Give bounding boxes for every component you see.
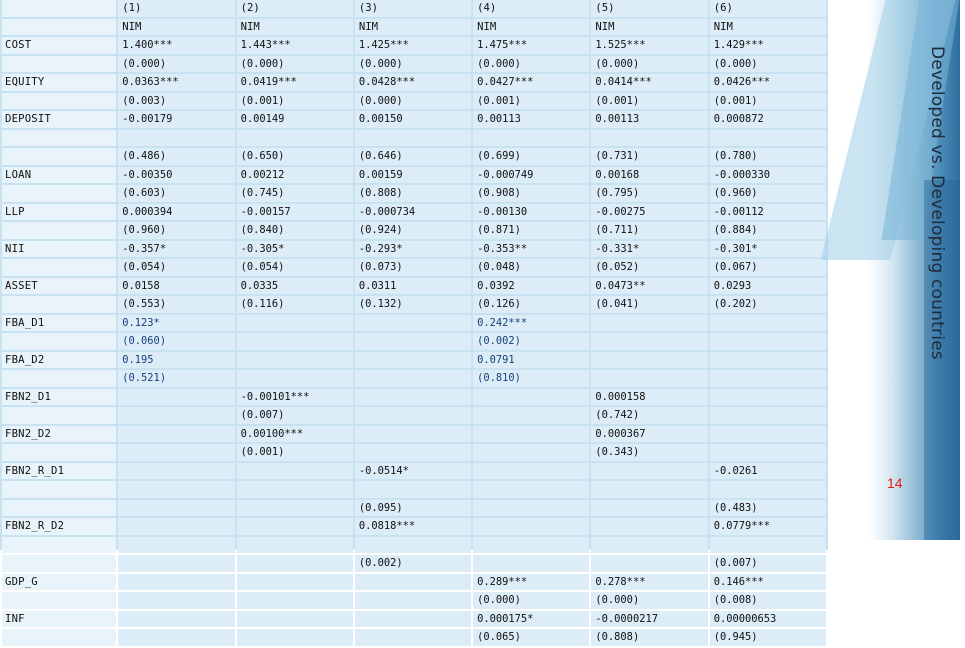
coefficient-cell: (0.003) xyxy=(118,93,234,110)
variable-name-cell xyxy=(2,259,116,276)
dependent-variable-cell: NIM xyxy=(118,19,234,36)
coefficient-cell: (0.001) xyxy=(710,93,826,110)
coefficient-cell xyxy=(237,574,353,591)
page-number: 14 xyxy=(887,475,903,491)
coefficient-cell xyxy=(355,574,471,591)
coefficient-cell xyxy=(355,611,471,628)
coefficient-cell: (0.067) xyxy=(710,259,826,276)
table-row xyxy=(2,0,826,17)
coefficient-cell: -0.353** xyxy=(473,241,589,258)
coefficient-cell xyxy=(710,481,826,498)
variable-name-cell xyxy=(2,537,116,554)
variable-name-cell: GDP_G xyxy=(2,574,116,591)
table-row xyxy=(2,37,826,54)
coefficient-cell xyxy=(473,500,589,517)
coefficient-cell xyxy=(710,315,826,332)
variable-name-cell xyxy=(2,500,116,517)
coefficient-cell: 0.0428*** xyxy=(355,74,471,91)
table-row xyxy=(2,130,826,147)
coefficient-cell xyxy=(118,537,234,554)
coefficient-cell: 0.0426*** xyxy=(710,74,826,91)
coefficient-cell: -0.0000217 xyxy=(591,611,707,628)
variable-name-cell: LLP xyxy=(2,204,116,221)
coefficient-cell: (0.095) xyxy=(355,500,471,517)
variable-name-cell xyxy=(2,0,116,17)
coefficient-cell: 0.0293 xyxy=(710,278,826,295)
variable-name-cell xyxy=(2,185,116,202)
coefficient-cell xyxy=(473,407,589,424)
coefficient-cell: (0.052) xyxy=(591,259,707,276)
coefficient-cell: (0.054) xyxy=(237,259,353,276)
coefficient-cell: 0.0473** xyxy=(591,278,707,295)
coefficient-cell: (0.048) xyxy=(473,259,589,276)
coefficient-cell: 0.000394 xyxy=(118,204,234,221)
coefficient-cell: 0.123* xyxy=(118,315,234,332)
coefficient-cell: -0.0514* xyxy=(355,463,471,480)
coefficient-cell: (0.486) xyxy=(118,148,234,165)
coefficient-cell xyxy=(591,333,707,350)
coefficient-cell: -0.00101*** xyxy=(237,389,353,406)
variable-name-cell: EQUITY xyxy=(2,74,116,91)
coefficient-cell: (0.840) xyxy=(237,222,353,239)
coefficient-cell: 0.0419*** xyxy=(237,74,353,91)
table-row xyxy=(2,611,826,628)
table-row xyxy=(2,426,826,443)
coefficient-cell: (0.132) xyxy=(355,296,471,313)
variable-name-cell: DEPOSIT xyxy=(2,111,116,128)
table-row xyxy=(2,389,826,406)
coefficient-cell: (0.553) xyxy=(118,296,234,313)
coefficient-cell xyxy=(591,370,707,387)
dependent-variable-cell: NIM xyxy=(591,19,707,36)
table-row xyxy=(2,185,826,202)
dependent-variable-cell: NIM xyxy=(710,19,826,36)
coefficient-cell xyxy=(591,481,707,498)
coefficient-cell: (0.945) xyxy=(710,629,826,646)
coefficient-cell xyxy=(473,537,589,554)
coefficient-cell: 0.278*** xyxy=(591,574,707,591)
coefficient-cell: -0.331* xyxy=(591,241,707,258)
coefficient-cell: (0.007) xyxy=(237,407,353,424)
variable-name-cell xyxy=(2,592,116,609)
coefficient-cell xyxy=(118,407,234,424)
table-row xyxy=(2,222,826,239)
coefficient-cell: (0.126) xyxy=(473,296,589,313)
coefficient-cell xyxy=(237,130,353,147)
coefficient-cell: -0.00179 xyxy=(118,111,234,128)
variable-name-cell xyxy=(2,296,116,313)
coefficient-cell xyxy=(710,537,826,554)
coefficient-cell xyxy=(237,555,353,572)
coefficient-cell: 1.443*** xyxy=(237,37,353,54)
table-row xyxy=(2,93,826,110)
coefficient-cell: (0.731) xyxy=(591,148,707,165)
coefficient-cell: -0.00112 xyxy=(710,204,826,221)
coefficient-cell xyxy=(237,315,353,332)
table-row xyxy=(2,315,826,332)
coefficient-cell: 1.475*** xyxy=(473,37,589,54)
coefficient-cell: 0.242*** xyxy=(473,315,589,332)
coefficient-cell: 0.00149 xyxy=(237,111,353,128)
coefficient-cell xyxy=(710,444,826,461)
coefficient-cell xyxy=(237,370,353,387)
coefficient-cell: 0.0414*** xyxy=(591,74,707,91)
variable-name-cell xyxy=(2,481,116,498)
coefficient-cell: (0.871) xyxy=(473,222,589,239)
coefficient-cell: 0.000175* xyxy=(473,611,589,628)
model-number-cell: (2) xyxy=(237,0,353,17)
variable-name-cell xyxy=(2,629,116,646)
coefficient-cell: (0.810) xyxy=(473,370,589,387)
variable-name-cell: FBA_D1 xyxy=(2,315,116,332)
coefficient-cell: 0.00168 xyxy=(591,167,707,184)
coefficient-cell xyxy=(237,518,353,535)
coefficient-cell: -0.00157 xyxy=(237,204,353,221)
table-row xyxy=(2,574,826,591)
variable-name-cell: FBA_D2 xyxy=(2,352,116,369)
coefficient-cell xyxy=(355,333,471,350)
coefficient-cell: 0.146*** xyxy=(710,574,826,591)
coefficient-cell: 0.00212 xyxy=(237,167,353,184)
coefficient-cell xyxy=(237,333,353,350)
coefficient-cell xyxy=(355,407,471,424)
coefficient-cell xyxy=(591,352,707,369)
coefficient-cell: 0.289*** xyxy=(473,574,589,591)
coefficient-cell xyxy=(118,574,234,591)
slide-title: Developed vs. Developing countries xyxy=(927,46,947,360)
coefficient-cell xyxy=(237,629,353,646)
coefficient-cell: 0.0363*** xyxy=(118,74,234,91)
table-row xyxy=(2,56,826,73)
variable-name-cell xyxy=(2,93,116,110)
coefficient-cell: (0.483) xyxy=(710,500,826,517)
coefficient-cell xyxy=(118,518,234,535)
coefficient-cell xyxy=(473,518,589,535)
coefficient-cell: 0.0779*** xyxy=(710,518,826,535)
coefficient-cell: (0.699) xyxy=(473,148,589,165)
coefficient-cell: (0.073) xyxy=(355,259,471,276)
table-row xyxy=(2,407,826,424)
coefficient-cell: 0.0791 xyxy=(473,352,589,369)
coefficient-cell xyxy=(591,537,707,554)
coefficient-cell xyxy=(710,426,826,443)
coefficient-cell: 0.0392 xyxy=(473,278,589,295)
coefficient-cell xyxy=(591,130,707,147)
coefficient-cell xyxy=(118,444,234,461)
variable-name-cell xyxy=(2,444,116,461)
table-row xyxy=(2,500,826,517)
table-row xyxy=(2,537,826,554)
variable-name-cell xyxy=(2,370,116,387)
coefficient-cell: -0.305* xyxy=(237,241,353,258)
coefficient-cell: -0.000749 xyxy=(473,167,589,184)
coefficient-cell xyxy=(473,481,589,498)
coefficient-cell: (0.001) xyxy=(237,444,353,461)
model-number-cell: (5) xyxy=(591,0,707,17)
variable-name-cell xyxy=(2,19,116,36)
coefficient-cell: (0.001) xyxy=(591,93,707,110)
coefficient-cell: (0.054) xyxy=(118,259,234,276)
coefficient-cell: 1.429*** xyxy=(710,37,826,54)
variable-name-cell: COST xyxy=(2,37,116,54)
model-number-cell: (6) xyxy=(710,0,826,17)
table-row xyxy=(2,74,826,91)
coefficient-cell xyxy=(237,500,353,517)
coefficient-cell: (0.065) xyxy=(473,629,589,646)
coefficient-cell: (0.742) xyxy=(591,407,707,424)
coefficient-cell: (0.000) xyxy=(473,56,589,73)
coefficient-cell xyxy=(710,130,826,147)
variable-name-cell xyxy=(2,555,116,572)
coefficient-cell: -0.00275 xyxy=(591,204,707,221)
coefficient-cell xyxy=(355,592,471,609)
table-row xyxy=(2,241,826,258)
coefficient-cell xyxy=(473,426,589,443)
coefficient-cell xyxy=(118,389,234,406)
coefficient-cell: (0.745) xyxy=(237,185,353,202)
coefficient-cell xyxy=(355,444,471,461)
coefficient-cell xyxy=(591,555,707,572)
coefficient-cell: (0.001) xyxy=(473,93,589,110)
table-row xyxy=(2,352,826,369)
variable-name-cell: LOAN xyxy=(2,167,116,184)
coefficient-cell xyxy=(118,130,234,147)
coefficient-cell: (0.808) xyxy=(591,629,707,646)
coefficient-cell: 0.00100*** xyxy=(237,426,353,443)
variable-name-cell: INF xyxy=(2,611,116,628)
table-row xyxy=(2,204,826,221)
variable-name-cell: FBN2_D2 xyxy=(2,426,116,443)
coefficient-cell xyxy=(355,315,471,332)
coefficient-cell: (0.202) xyxy=(710,296,826,313)
dependent-variable-cell: NIM xyxy=(355,19,471,36)
coefficient-cell xyxy=(118,629,234,646)
coefficient-cell: 0.000367 xyxy=(591,426,707,443)
coefficient-cell: (0.000) xyxy=(355,93,471,110)
coefficient-cell xyxy=(118,592,234,609)
coefficient-cell xyxy=(710,370,826,387)
model-number-cell: (3) xyxy=(355,0,471,17)
coefficient-cell xyxy=(355,389,471,406)
coefficient-cell: 0.0158 xyxy=(118,278,234,295)
table-row xyxy=(2,629,826,646)
coefficient-cell: 0.00000653 xyxy=(710,611,826,628)
coefficient-cell: -0.00130 xyxy=(473,204,589,221)
coefficient-cell: (0.808) xyxy=(355,185,471,202)
coefficient-cell: (0.960) xyxy=(710,185,826,202)
coefficient-cell: -0.0261 xyxy=(710,463,826,480)
table-row xyxy=(2,481,826,498)
coefficient-cell xyxy=(473,389,589,406)
coefficient-cell: -0.000734 xyxy=(355,204,471,221)
variable-name-cell xyxy=(2,333,116,350)
coefficient-cell xyxy=(591,315,707,332)
coefficient-cell: (0.646) xyxy=(355,148,471,165)
table-row xyxy=(2,259,826,276)
coefficient-cell: (0.000) xyxy=(237,56,353,73)
coefficient-cell xyxy=(237,352,353,369)
variable-name-cell: ASSET xyxy=(2,278,116,295)
coefficient-cell xyxy=(237,611,353,628)
table-row xyxy=(2,19,826,36)
coefficient-cell: (0.001) xyxy=(237,93,353,110)
coefficient-cell: (0.780) xyxy=(710,148,826,165)
coefficient-cell xyxy=(355,352,471,369)
coefficient-cell: 0.0818*** xyxy=(355,518,471,535)
coefficient-cell: (0.000) xyxy=(118,56,234,73)
coefficient-cell: -0.000330 xyxy=(710,167,826,184)
table-row xyxy=(2,148,826,165)
coefficient-cell: 0.000872 xyxy=(710,111,826,128)
table-row xyxy=(2,463,826,480)
variable-name-cell xyxy=(2,222,116,239)
table-row xyxy=(2,333,826,350)
coefficient-cell: (0.711) xyxy=(591,222,707,239)
coefficient-cell: 0.0311 xyxy=(355,278,471,295)
variable-name-cell xyxy=(2,130,116,147)
coefficient-cell: 0.0427*** xyxy=(473,74,589,91)
coefficient-cell: (0.650) xyxy=(237,148,353,165)
coefficient-cell: (0.924) xyxy=(355,222,471,239)
coefficient-cell: (0.000) xyxy=(591,56,707,73)
table-row xyxy=(2,278,826,295)
coefficient-cell xyxy=(355,629,471,646)
coefficient-cell xyxy=(591,463,707,480)
results-table-body xyxy=(2,0,826,646)
coefficient-cell xyxy=(710,352,826,369)
coefficient-cell xyxy=(237,537,353,554)
coefficient-cell xyxy=(591,518,707,535)
coefficient-cell: 1.425*** xyxy=(355,37,471,54)
coefficient-cell: 0.00159 xyxy=(355,167,471,184)
coefficient-cell: (0.002) xyxy=(355,555,471,572)
coefficient-cell xyxy=(237,592,353,609)
coefficient-cell: (0.116) xyxy=(237,296,353,313)
coefficient-cell xyxy=(355,370,471,387)
coefficient-cell: -0.301* xyxy=(710,241,826,258)
coefficient-cell xyxy=(355,481,471,498)
coefficient-cell: (0.603) xyxy=(118,185,234,202)
coefficient-cell xyxy=(237,481,353,498)
coefficient-cell: (0.343) xyxy=(591,444,707,461)
coefficient-cell xyxy=(473,130,589,147)
table-row xyxy=(2,592,826,609)
coefficient-cell: (0.521) xyxy=(118,370,234,387)
coefficient-cell: (0.060) xyxy=(118,333,234,350)
coefficient-cell xyxy=(118,481,234,498)
coefficient-cell xyxy=(118,611,234,628)
dependent-variable-cell: NIM xyxy=(237,19,353,36)
coefficient-cell xyxy=(591,500,707,517)
variable-name-cell: FBN2_R_D2 xyxy=(2,518,116,535)
coefficient-cell: 0.000158 xyxy=(591,389,707,406)
table-row xyxy=(2,555,826,572)
coefficient-cell: (0.002) xyxy=(473,333,589,350)
coefficient-cell: (0.908) xyxy=(473,185,589,202)
coefficient-cell xyxy=(473,463,589,480)
dependent-variable-cell: NIM xyxy=(473,19,589,36)
coefficient-cell: (0.041) xyxy=(591,296,707,313)
coefficient-cell xyxy=(118,500,234,517)
coefficient-cell xyxy=(355,537,471,554)
coefficient-cell: 0.00113 xyxy=(473,111,589,128)
coefficient-cell: (0.008) xyxy=(710,592,826,609)
table-row xyxy=(2,370,826,387)
coefficient-cell: (0.007) xyxy=(710,555,826,572)
coefficient-cell: 0.0335 xyxy=(237,278,353,295)
coefficient-cell: -0.357* xyxy=(118,241,234,258)
variable-name-cell xyxy=(2,407,116,424)
coefficient-cell xyxy=(473,444,589,461)
coefficient-cell xyxy=(118,463,234,480)
coefficient-cell: (0.960) xyxy=(118,222,234,239)
table-row xyxy=(2,518,826,535)
model-number-cell: (4) xyxy=(473,0,589,17)
table-row xyxy=(2,296,826,313)
coefficient-cell xyxy=(118,555,234,572)
coefficient-cell xyxy=(355,130,471,147)
coefficient-cell xyxy=(237,463,353,480)
coefficient-cell: (0.795) xyxy=(591,185,707,202)
variable-name-cell: NII xyxy=(2,241,116,258)
coefficient-cell xyxy=(710,389,826,406)
variable-name-cell xyxy=(2,148,116,165)
coefficient-cell: 1.525*** xyxy=(591,37,707,54)
coefficient-cell xyxy=(355,426,471,443)
coefficient-cell: (0.000) xyxy=(473,592,589,609)
coefficient-cell: -0.00350 xyxy=(118,167,234,184)
coefficient-cell: (0.000) xyxy=(591,592,707,609)
coefficient-cell xyxy=(710,407,826,424)
table-row xyxy=(2,444,826,461)
coefficient-cell: (0.000) xyxy=(710,56,826,73)
variable-name-cell: FBN2_D1 xyxy=(2,389,116,406)
coefficient-cell xyxy=(118,426,234,443)
coefficient-cell: -0.293* xyxy=(355,241,471,258)
coefficient-cell xyxy=(473,555,589,572)
table-row xyxy=(2,111,826,128)
table-row xyxy=(2,167,826,184)
coefficient-cell xyxy=(710,333,826,350)
variable-name-cell xyxy=(2,56,116,73)
coefficient-cell: (0.884) xyxy=(710,222,826,239)
variable-name-cell: FBN2_R_D1 xyxy=(2,463,116,480)
coefficient-cell: 1.400*** xyxy=(118,37,234,54)
model-number-cell: (1) xyxy=(118,0,234,17)
coefficient-cell: 0.195 xyxy=(118,352,234,369)
coefficient-cell: 0.00150 xyxy=(355,111,471,128)
coefficient-cell: (0.000) xyxy=(355,56,471,73)
coefficient-cell: 0.00113 xyxy=(591,111,707,128)
